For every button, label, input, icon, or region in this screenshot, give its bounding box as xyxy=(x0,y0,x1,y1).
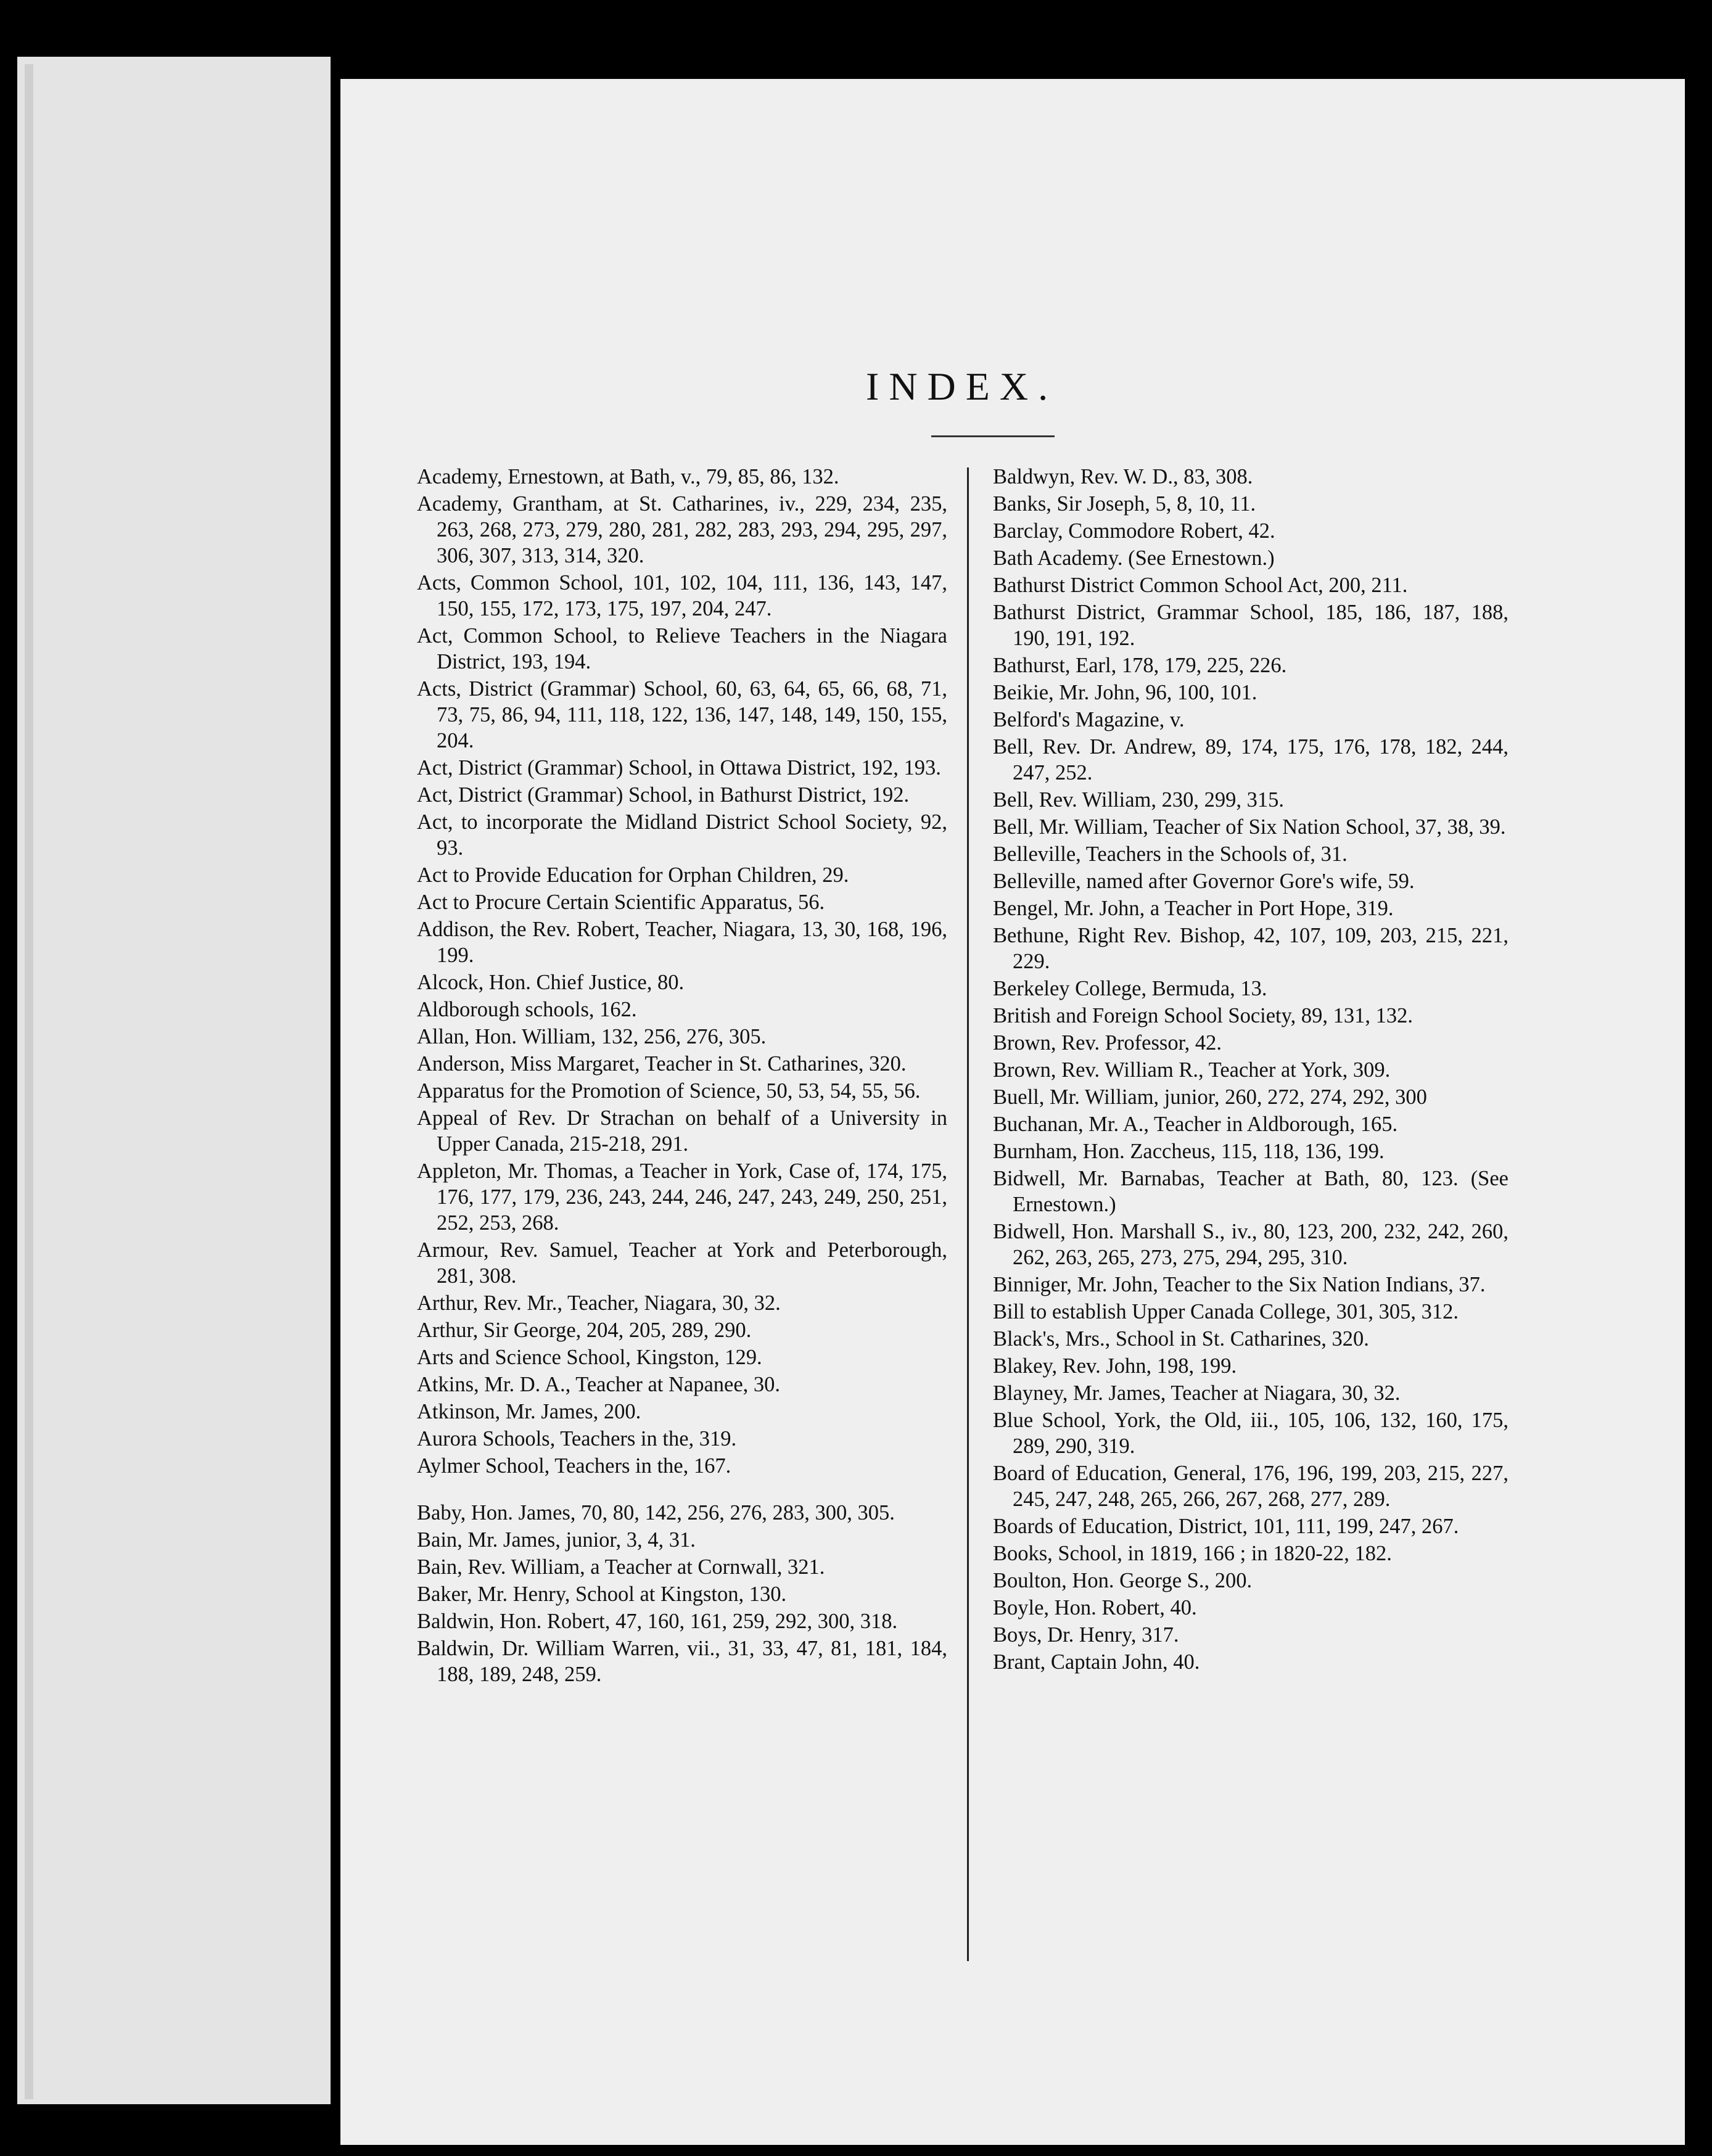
index-entry: Arthur, Sir George, 204, 205, 289, 290. xyxy=(417,1319,752,1342)
index-entry: Act, District (Grammar) School, in Ottawa District, 192, 193. xyxy=(417,756,941,780)
index-entry: Appeal of Rev. Dr Strachan on behalf of a University in Upper Canada, 215-218, 291. xyxy=(417,1106,947,1156)
index-entry: Alcock, Hon. Chief Justice, 80. xyxy=(417,971,685,994)
index-entry: Atkins, Mr. D. A., Teacher at Napanee, 30. xyxy=(417,1373,781,1396)
index-entry: Allan, Hon. William, 132, 256, 276, 305. xyxy=(417,1025,767,1048)
index-entry: Buell, Mr. William, junior, 260, 272, 274, 292, 300 xyxy=(993,1085,1427,1109)
index-entry: Bathurst District, Grammar School, 185, 186, 187, 188, 190, 191, 192. xyxy=(993,601,1508,650)
index-entry: Black's, Mrs., School in St. Catharines, 320. xyxy=(993,1327,1369,1351)
index-entry: Aylmer School, Teachers in the, 167. xyxy=(417,1454,731,1478)
index-entry: Belleville, named after Governor Gore's wife, 59. xyxy=(993,870,1415,893)
index-entry: Act, District (Grammar) School, in Bathurst District, 192. xyxy=(417,783,910,807)
index-entry: Buchanan, Mr. A., Teacher in Aldborough, 165. xyxy=(993,1113,1398,1136)
index-entry: Act, to incorporate the Midland District School Society, 92, 93. xyxy=(417,810,947,860)
index-entry: Bengel, Mr. John, a Teacher in Port Hope, 319. xyxy=(993,897,1394,920)
index-entry: Baldwyn, Rev. W. D., 83, 308. xyxy=(993,465,1253,488)
index-entry: Bidwell, Hon. Marshall S., iv., 80, 123, 200, 232, 242, 260, 262, 263, 265, 273, 275, 294, 295, 310. xyxy=(993,1220,1508,1269)
index-entry: Bethune, Right Rev. Bishop, 42, 107, 109, 203, 215, 221, 229. xyxy=(993,924,1508,973)
index-entry: Bell, Mr. William, Teacher of Six Nation School, 37, 38, 39. xyxy=(993,815,1506,839)
index-entry: Addison, the Rev. Robert, Teacher, Niagara, 13, 30, 168, 196, 199. xyxy=(417,918,947,967)
index-entry: Burnham, Hon. Zaccheus, 115, 118, 136, 199. xyxy=(993,1140,1385,1163)
index-column-left xyxy=(417,464,947,1689)
column-divider xyxy=(967,467,969,1961)
index-entry: Academy, Ernestown, at Bath, v., 79, 85, 86, 132. xyxy=(417,465,839,488)
index-entry: Bell, Rev. William, 230, 299, 315. xyxy=(993,788,1284,812)
index-entry: Blayney, Mr. James, Teacher at Niagara, 30, 32. xyxy=(993,1381,1401,1405)
index-entry: Banks, Sir Joseph, 5, 8, 10, 11. xyxy=(993,492,1256,516)
index-entry: Acts, Common School, 101, 102, 104, 111, 136, 143, 147, 150, 155, 172, 173, 175, 197, 204, 247. xyxy=(417,571,947,620)
index-entry: Bidwell, Mr. Barnabas, Teacher at Bath, 80, 123. (See Ernestown.) xyxy=(993,1167,1508,1216)
index-entry: Aurora Schools, Teachers in the, 319. xyxy=(417,1427,737,1450)
index-entry: Arts and Science School, Kingston, 129. xyxy=(417,1346,762,1369)
index-entry: Beikie, Mr. John, 96, 100, 101. xyxy=(993,681,1257,704)
index-entry: Aldborough schools, 162. xyxy=(417,998,637,1021)
index-entry: Act to Procure Certain Scientific Apparatus, 56. xyxy=(417,891,825,914)
index-entry: Bain, Mr. James, junior, 3, 4, 31. xyxy=(417,1528,696,1552)
index-entry: Belford's Magazine, v. xyxy=(993,708,1185,731)
index-entry: British and Foreign School Society, 89, 131, 132. xyxy=(993,1004,1414,1027)
index-entry: Bell, Rev. Dr. Andrew, 89, 174, 175, 176, 178, 182, 244, 247, 252. xyxy=(993,735,1508,784)
title-rule xyxy=(931,435,1055,437)
index-entry: Barclay, Commodore Robert, 42. xyxy=(993,519,1275,543)
index-entry: Bain, Rev. William, a Teacher at Cornwall, 321. xyxy=(417,1555,825,1579)
index-entry: Act, Common School, to Relieve Teachers in the Niagara District, 193, 194. xyxy=(417,624,947,673)
index-entry: Belleville, Teachers in the Schools of, 31. xyxy=(993,842,1348,866)
index-entry: Brown, Rev. Professor, 42. xyxy=(993,1031,1222,1055)
index-entry: Bathurst District Common School Act, 200, 211. xyxy=(993,574,1408,597)
page-title: INDEX. xyxy=(866,364,1058,408)
index-entry: Academy, Grantham, at St. Catharines, iv., 229, 234, 235, 263, 268, 273, 279, 280, 281, 282, 283, 293, 294, 295, 297, 306, 307, 313, 314, 320. xyxy=(417,492,947,567)
index-entry: Boys, Dr. Henry, 317. xyxy=(993,1623,1179,1647)
index-entry: Armour, Rev. Samuel, Teacher at York and Peterborough, 281, 308. xyxy=(417,1238,947,1288)
index-entry: Boulton, Hon. George S., 200. xyxy=(993,1569,1253,1592)
index-entry: Anderson, Miss Margaret, Teacher in St. Catharines, 320. xyxy=(417,1052,907,1076)
index-entry: Brown, Rev. William R., Teacher at York, 309. xyxy=(993,1058,1391,1082)
index-entry: Act to Provide Education for Orphan Children, 29. xyxy=(417,863,849,887)
index-entry: Baldwin, Dr. William Warren, vii., 31, 33, 47, 81, 181, 184, 188, 189, 248, 259. xyxy=(417,1637,947,1686)
index-column-right xyxy=(993,464,1508,1676)
index-entry: Baker, Mr. Henry, School at Kingston, 130. xyxy=(417,1582,787,1606)
index-entry: Arthur, Rev. Mr., Teacher, Niagara, 30, 32. xyxy=(417,1291,781,1315)
index-entry: Boards of Education, District, 101, 111, 199, 247, 267. xyxy=(993,1515,1459,1538)
index-entry: Boyle, Hon. Robert, 40. xyxy=(993,1596,1197,1619)
index-entry: Books, School, in 1819, 166 ; in 1820-22, 182. xyxy=(993,1542,1392,1565)
index-entry: Bath Academy. (See Ernestown.) xyxy=(993,546,1275,570)
index-entry: Board of Education, General, 176, 196, 199, 203, 215, 227, 245, 247, 248, 265, 266, 267, 268, 277, 289. xyxy=(993,1462,1508,1511)
index-entry: Binniger, Mr. John, Teacher to the Six Nation Indians, 37. xyxy=(993,1273,1486,1296)
index-entry: Brant, Captain John, 40. xyxy=(993,1650,1200,1674)
index-entry: Atkinson, Mr. James, 200. xyxy=(417,1400,641,1423)
index-entry: Baldwin, Hon. Robert, 47, 160, 161, 259, 292, 300, 318. xyxy=(417,1610,898,1633)
facing-page-gutter xyxy=(25,64,33,2099)
index-entry: Apparatus for the Promotion of Science, 50, 53, 54, 55, 56. xyxy=(417,1079,921,1103)
facing-page xyxy=(17,57,331,2104)
index-entry: Blakey, Rev. John, 198, 199. xyxy=(993,1354,1237,1378)
index-entry: Acts, District (Grammar) School, 60, 63, 64, 65, 66, 68, 71, 73, 75, 86, 94, 111, 118, 122, 136, 147, 148, 149, 150, 155, 204. xyxy=(417,677,947,752)
index-entry: Baby, Hon. James, 70, 80, 142, 256, 276, 283, 300, 305. xyxy=(417,1501,895,1524)
index-entry: Blue School, York, the Old, iii., 105, 106, 132, 160, 175, 289, 290, 319. xyxy=(993,1409,1508,1458)
index-entry: Bathurst, Earl, 178, 179, 225, 226. xyxy=(993,654,1287,677)
index-entry: Bill to establish Upper Canada College, 301, 305, 312. xyxy=(993,1300,1459,1323)
index-entry: Appleton, Mr. Thomas, a Teacher in York, Case of, 174, 175, 176, 177, 179, 236, 243, 244, 246, 247, 243, 249, 250, 251, 252, 253, 268. xyxy=(417,1159,947,1235)
index-entry: Berkeley College, Bermuda, 13. xyxy=(993,977,1267,1000)
